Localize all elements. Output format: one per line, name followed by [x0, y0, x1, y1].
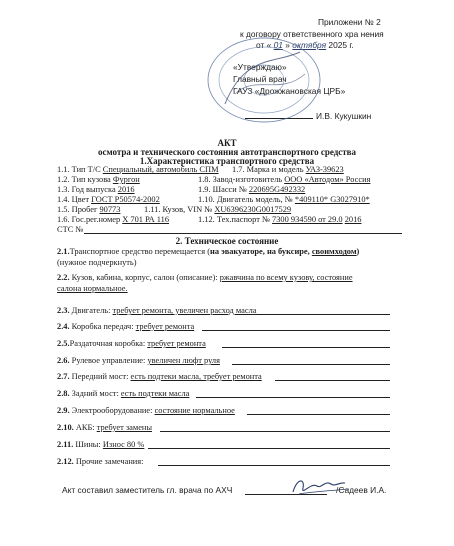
- footer-signatory: /Садеев И.А.: [336, 485, 387, 495]
- char-row-6-left: [57, 215, 169, 225]
- footer-text: Акт составил заместитель гл. врача по АХЧ: [62, 485, 233, 495]
- tech-2-4-num: 2.4.: [57, 322, 70, 331]
- mileage-value: 90773: [99, 205, 121, 214]
- tech-2-7: [57, 372, 262, 382]
- tech-2-9: [57, 406, 235, 416]
- plate-label: 1.6. Гос.рег.номер: [57, 215, 121, 224]
- mileage-label: 1.5. Пробег: [57, 205, 98, 214]
- char-row-5-left: [57, 205, 120, 215]
- tech-2-11-line: [148, 448, 390, 449]
- passport-value: 7300 934590 от 29.0: [272, 215, 343, 224]
- appendix-line-1: Приложени № 2: [318, 17, 381, 27]
- tech-2-3: [57, 306, 256, 316]
- tech-2-9-value: состояние нормальное: [154, 406, 235, 415]
- char-row-3-left: [57, 185, 135, 195]
- tech-2-6-value: увеличен люфт руля: [147, 356, 220, 365]
- section-1-heading: 1.Характеристика транспортного средства: [139, 156, 315, 166]
- tech-2-12-line: [158, 465, 390, 466]
- char-row-1-right: [232, 165, 344, 175]
- tech-2-10-text: АКБ:: [75, 423, 95, 432]
- tech-2-5-line: [222, 347, 390, 348]
- type-value: Специальный, автомобиль СПМ: [102, 165, 219, 174]
- tech-2-11-num: 2.11.: [57, 440, 74, 449]
- tech-2-8-value: есть подтеки масла: [120, 389, 190, 398]
- tech-2-12-num: 2.12.: [57, 457, 74, 466]
- option-own: своим: [311, 247, 335, 256]
- date-year: 2025 г.: [328, 40, 354, 50]
- tech-2-1-note: (нужное подчеркнуть): [57, 258, 137, 267]
- tech-2-5-text: Раздаточная коробка:: [69, 339, 146, 348]
- type-label: 1.1. Тип Т/С: [57, 165, 101, 174]
- tech-2-8-num: 2.8.: [57, 389, 70, 398]
- date-mid: »: [285, 40, 290, 50]
- tech-2-8-text: Задний мост:: [71, 389, 119, 398]
- tech-2-5-num: 2.5.: [57, 339, 70, 348]
- chassis-label: 1.9. Шасси №: [198, 185, 247, 194]
- tech-2-7-line: [275, 380, 390, 381]
- tech-2-4-value: требует ремонта: [135, 322, 195, 331]
- manufacturer-value: ООО «Автодом» Россия: [284, 175, 371, 184]
- section-2-heading: 2. Техническое состояние: [175, 236, 279, 246]
- year-label: 1.3. Год выпуска: [57, 185, 116, 194]
- engine-value: *409110* G3027910*: [294, 195, 370, 204]
- chassis-value: 220695G492332: [248, 185, 306, 194]
- tech-2-2: [57, 273, 353, 283]
- char-row-2-right: [198, 175, 370, 185]
- tech-2-1-num: 2.1.: [57, 247, 70, 256]
- tech-2-12: [57, 457, 143, 467]
- tech-2-7-text: Передний мост:: [71, 372, 129, 381]
- tech-2-10: [57, 423, 152, 433]
- tech-2-9-num: 2.9.: [57, 406, 70, 415]
- option-tow-truck: на эвакуаторе,: [210, 247, 265, 256]
- sts-line: [84, 233, 402, 234]
- option-towing: на буксире,: [266, 247, 310, 256]
- tech-2-6-line: [232, 364, 390, 365]
- tech-2-2-num: 2.2.: [57, 273, 70, 282]
- tech-2-3-value: требует ремонта, увеличен расход масла: [112, 306, 257, 315]
- date-day: 01: [273, 40, 283, 50]
- act-subtitle: осмотра и технического состояния автотранспортного средства: [97, 147, 357, 157]
- tech-2-1-close: ): [356, 247, 360, 256]
- tech-2-4-text: Коробка передач:: [71, 322, 134, 331]
- tech-2-6: [57, 356, 220, 366]
- tech-2-2-text: Кузов, кабина, корпус, салон (описание):: [71, 273, 218, 282]
- tech-2-3-num: 2.3.: [57, 306, 70, 315]
- manufacturer-label: 1.8. Завод-изготовитель: [198, 175, 283, 184]
- tech-2-3-line: [248, 314, 390, 315]
- tech-2-5-value: требует ремонта: [147, 339, 206, 348]
- approve-signatory: И.В. Кукушкин: [316, 111, 372, 121]
- passport-year: 2016: [344, 215, 362, 224]
- date-prefix: от «: [256, 40, 272, 50]
- tech-2-11-value: Износ 80 %: [102, 440, 145, 449]
- tech-2-7-num: 2.7.: [57, 372, 70, 381]
- tech-2-11: [57, 440, 144, 450]
- approve-org: ГАУЗ «Дрожжановская ЦРБ»: [233, 86, 346, 96]
- tech-2-10-value: требует замены: [96, 423, 153, 432]
- color-value: ГОСТ Р50574-2002: [91, 195, 160, 204]
- tech-2-9-text: Электрооборудование:: [71, 406, 153, 415]
- vin-value: XU6396230G0017529: [214, 205, 292, 214]
- char-row-4-right: [198, 195, 370, 205]
- tech-2-6-text: Рулевое управление:: [71, 356, 146, 365]
- approve-title: «Утверждаю»: [233, 62, 287, 72]
- approve-position: Главный врач: [233, 74, 287, 84]
- color-label: 1.4. Цвет: [57, 195, 89, 204]
- year-value: 2016: [117, 185, 135, 194]
- tech-2-2-value: ржавчина по всему кузову, состояние: [219, 273, 353, 282]
- tech-2-4-line: [202, 330, 390, 331]
- vin-label: 1.11. Кузов, VIN №: [144, 205, 213, 214]
- tech-2-6-num: 2.6.: [57, 356, 70, 365]
- tech-2-8-line: [196, 397, 390, 398]
- char-row-5-right: [144, 205, 291, 215]
- tech-2-9-line: [247, 414, 390, 415]
- tech-2-2-cont: салона нормальное.: [57, 284, 128, 293]
- tech-2-3-text: Двигатель:: [71, 306, 111, 315]
- act-title: АКТ: [217, 138, 237, 148]
- char-row-2-left: [57, 175, 140, 185]
- date-month: октября: [292, 40, 327, 50]
- body-type-value: Фургон: [112, 175, 140, 184]
- tech-2-4: [57, 322, 194, 332]
- body-type-label: 1.2. Тип кузова: [57, 175, 111, 184]
- tech-2-8: [57, 389, 189, 399]
- tech-2-7-value: есть подтеки масла, требует ремонта: [130, 372, 262, 381]
- tech-2-1-text: Транспортное средство перемещается (: [69, 247, 210, 256]
- tech-2-10-line: [160, 431, 390, 432]
- char-row-3-right: [198, 185, 305, 195]
- appendix-line-2: к договору ответственного хра нения: [240, 29, 384, 39]
- tech-2-10-num: 2.10.: [57, 423, 74, 432]
- engine-label: 1.10. Двигатель модель, №: [198, 195, 293, 204]
- char-row-4-left: [57, 195, 160, 205]
- sts-label: СТС №: [57, 225, 84, 234]
- tech-2-12-text: Прочие замечания:: [75, 457, 144, 466]
- make-label: 1.7. Марка и модель: [232, 165, 304, 174]
- tech-2-11-text: Шины:: [75, 440, 101, 449]
- option-own-course: ходом: [334, 247, 357, 256]
- passport-label: 1.12. Тех.паспорт №: [198, 215, 270, 224]
- round-stamp: [205, 34, 323, 126]
- plate-value: Х 701 РА 116: [122, 215, 170, 224]
- make-value: УАЗ-39623: [305, 165, 344, 174]
- char-row-6-right: [198, 215, 361, 225]
- char-row-1-left: [57, 165, 219, 175]
- tech-2-5: [57, 339, 206, 349]
- tech-2-1: [57, 247, 359, 257]
